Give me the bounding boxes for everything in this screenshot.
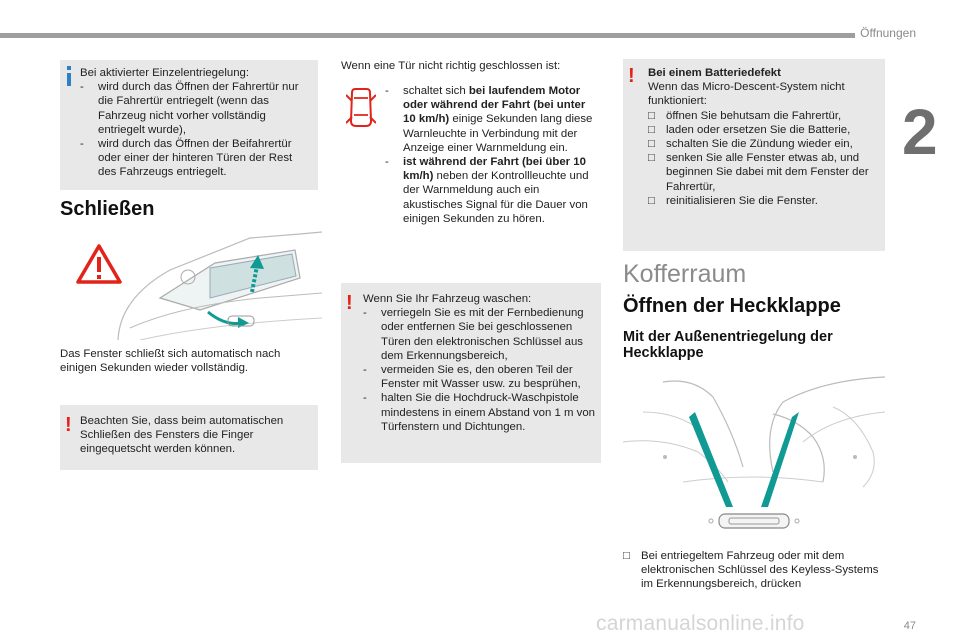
info-icon-bar bbox=[67, 73, 71, 86]
wash-item: vermeiden Sie es, den oberen Teil der Fenster mit Wasser usw. zu besprühen, bbox=[381, 364, 581, 391]
close-caption: Das Fenster schließt sich automatisch nach einigen Sekunden wieder vollständig. bbox=[60, 348, 281, 375]
heading-open-tailgate: Öffnen der Heckklappe bbox=[623, 295, 841, 317]
info-box: Bei aktivierter Einzelentriegelung: - wird durch das Öffnen der Fahrertür nur die Fahrertür entriegelt (wenn das Fahrzeug nicht vorher vollständig entriegelt wurde), - wird durch das Öffnen der Beifahrertür oder einer der hinteren Türen der Rest des Fahrzeugs entriegelt. bbox=[60, 60, 318, 190]
chapter-number: 2 bbox=[902, 96, 938, 168]
page-number: 47 bbox=[903, 620, 916, 632]
battery-intro: Wenn das Micro-Descent-System nicht funktioniert: bbox=[648, 81, 845, 108]
info-icon bbox=[67, 66, 71, 70]
warning-triangle-icon bbox=[76, 244, 122, 289]
battery-title: Bei einem Batteriedefekt bbox=[648, 67, 781, 79]
section-heading-trunk: Kofferraum bbox=[623, 260, 747, 288]
warning-exclamation-icon: ! bbox=[628, 65, 635, 87]
checkbox-icon: □ bbox=[648, 123, 655, 136]
door-item2-bold: ist während der Fahrt (bei über 10 km/h) bbox=[403, 156, 586, 183]
section-title: Öffnungen bbox=[860, 26, 916, 40]
wash-warning-box: ! Wenn Sie Ihr Fahrzeug waschen: - verriegeln Sie es mit der Fernbedienung oder entfernen Sie bei geschlossenen Türen den elektronischen Schlüssel aus dem Erkennungsbereich, - vermeiden Sie es, den oberen Teil der Fenster mit Wasser usw. zu besprühen, - halten Sie die Hochdruck-Waschpistole mindestens in einem Abstand von 1 m von Türfenstern und Dichtungen. bbox=[341, 283, 601, 463]
door-item1-pre: schaltet sich bbox=[403, 85, 469, 97]
checkbox-icon: □ bbox=[648, 152, 655, 165]
door-item1-post: einige Sekunden lang diese Warnleuchte in Verbindung mit der Anzeige einer Warnmeldung ein. bbox=[403, 113, 593, 154]
battery-box bbox=[623, 59, 885, 251]
warning-exclamation-icon: ! bbox=[346, 292, 353, 314]
warning-box bbox=[60, 405, 318, 470]
warning-text: Beachten Sie, dass beim automatischen Schließen des Fensters die Finger eingequetscht werden können. bbox=[80, 415, 284, 456]
door-item1-bold: bei laufendem Motor oder während der Fahrt (bei unter 10 km/h) bbox=[403, 85, 586, 126]
checkbox-icon: □ bbox=[648, 194, 655, 207]
watermark-link[interactable]: carmanualsonline.info bbox=[596, 612, 805, 635]
wash-intro: Wenn Sie Ihr Fahrzeug waschen: bbox=[363, 293, 532, 305]
checkbox-icon: □ bbox=[648, 109, 655, 122]
battery-item: öffnen Sie behutsam die Fahrertür, bbox=[666, 109, 842, 122]
info-item: wird durch das Öffnen der Beifahrertür oder einer der hinteren Türen der Rest des Fahrzeugs entriegelt. bbox=[98, 138, 293, 179]
battery-item: reinitialisieren Sie die Fenster. bbox=[666, 194, 818, 207]
heading-close: Schließen bbox=[60, 198, 155, 220]
tailgate-step: Bei entriegeltem Fahrzeug oder mit dem elektronischen Schlüssel des Keyless-Systems im Erkennungsbereich, drücken bbox=[641, 550, 879, 591]
info-item: wird durch das Öffnen der Fahrertür nur die Fahrertür entriegelt (wenn das Fahrzeug nicht vorher vollständig entriegelt wurde), bbox=[98, 81, 299, 136]
tailgate-illustration bbox=[623, 372, 885, 537]
battery-item: laden oder ersetzen Sie die Batterie, bbox=[666, 123, 851, 136]
battery-item: schalten Sie die Zündung wieder ein, bbox=[666, 138, 853, 151]
subheading-exterior-release: Mit der Außenentriegelung der Heckklappe bbox=[623, 329, 833, 361]
warning-exclamation-icon: ! bbox=[65, 414, 72, 436]
wash-item: halten Sie die Hochdruck-Waschpistole mindestens in einem Abstand von 1 m von Türfenstern und Dichtungen. bbox=[381, 392, 596, 433]
wash-item: verriegeln Sie es mit der Fernbedienung oder entfernen Sie bei geschlossenen Türen den elektronischen Schlüssel aus dem Erkennungsbereich, bbox=[381, 307, 584, 362]
info-intro: Bei aktivierter Einzelentriegelung: bbox=[80, 67, 250, 79]
door-intro: Wenn eine Tür nicht richtig geschlossen ist: bbox=[341, 60, 561, 72]
checkbox-icon: □ bbox=[623, 550, 630, 562]
checkbox-icon: □ bbox=[648, 138, 655, 151]
header-bar bbox=[0, 33, 855, 38]
open-door-warning-icon bbox=[346, 86, 376, 135]
battery-item: senken Sie alle Fenster etwas ab, und beginnen Sie dabei mit dem Fenster der Fahrertür, bbox=[666, 152, 869, 193]
door-item2-post: neben der Kontrollleuchte und der Warnmeldung auch ein akustisches Signal für die Dauer von einigen Sekunden zu hören. bbox=[403, 170, 589, 225]
